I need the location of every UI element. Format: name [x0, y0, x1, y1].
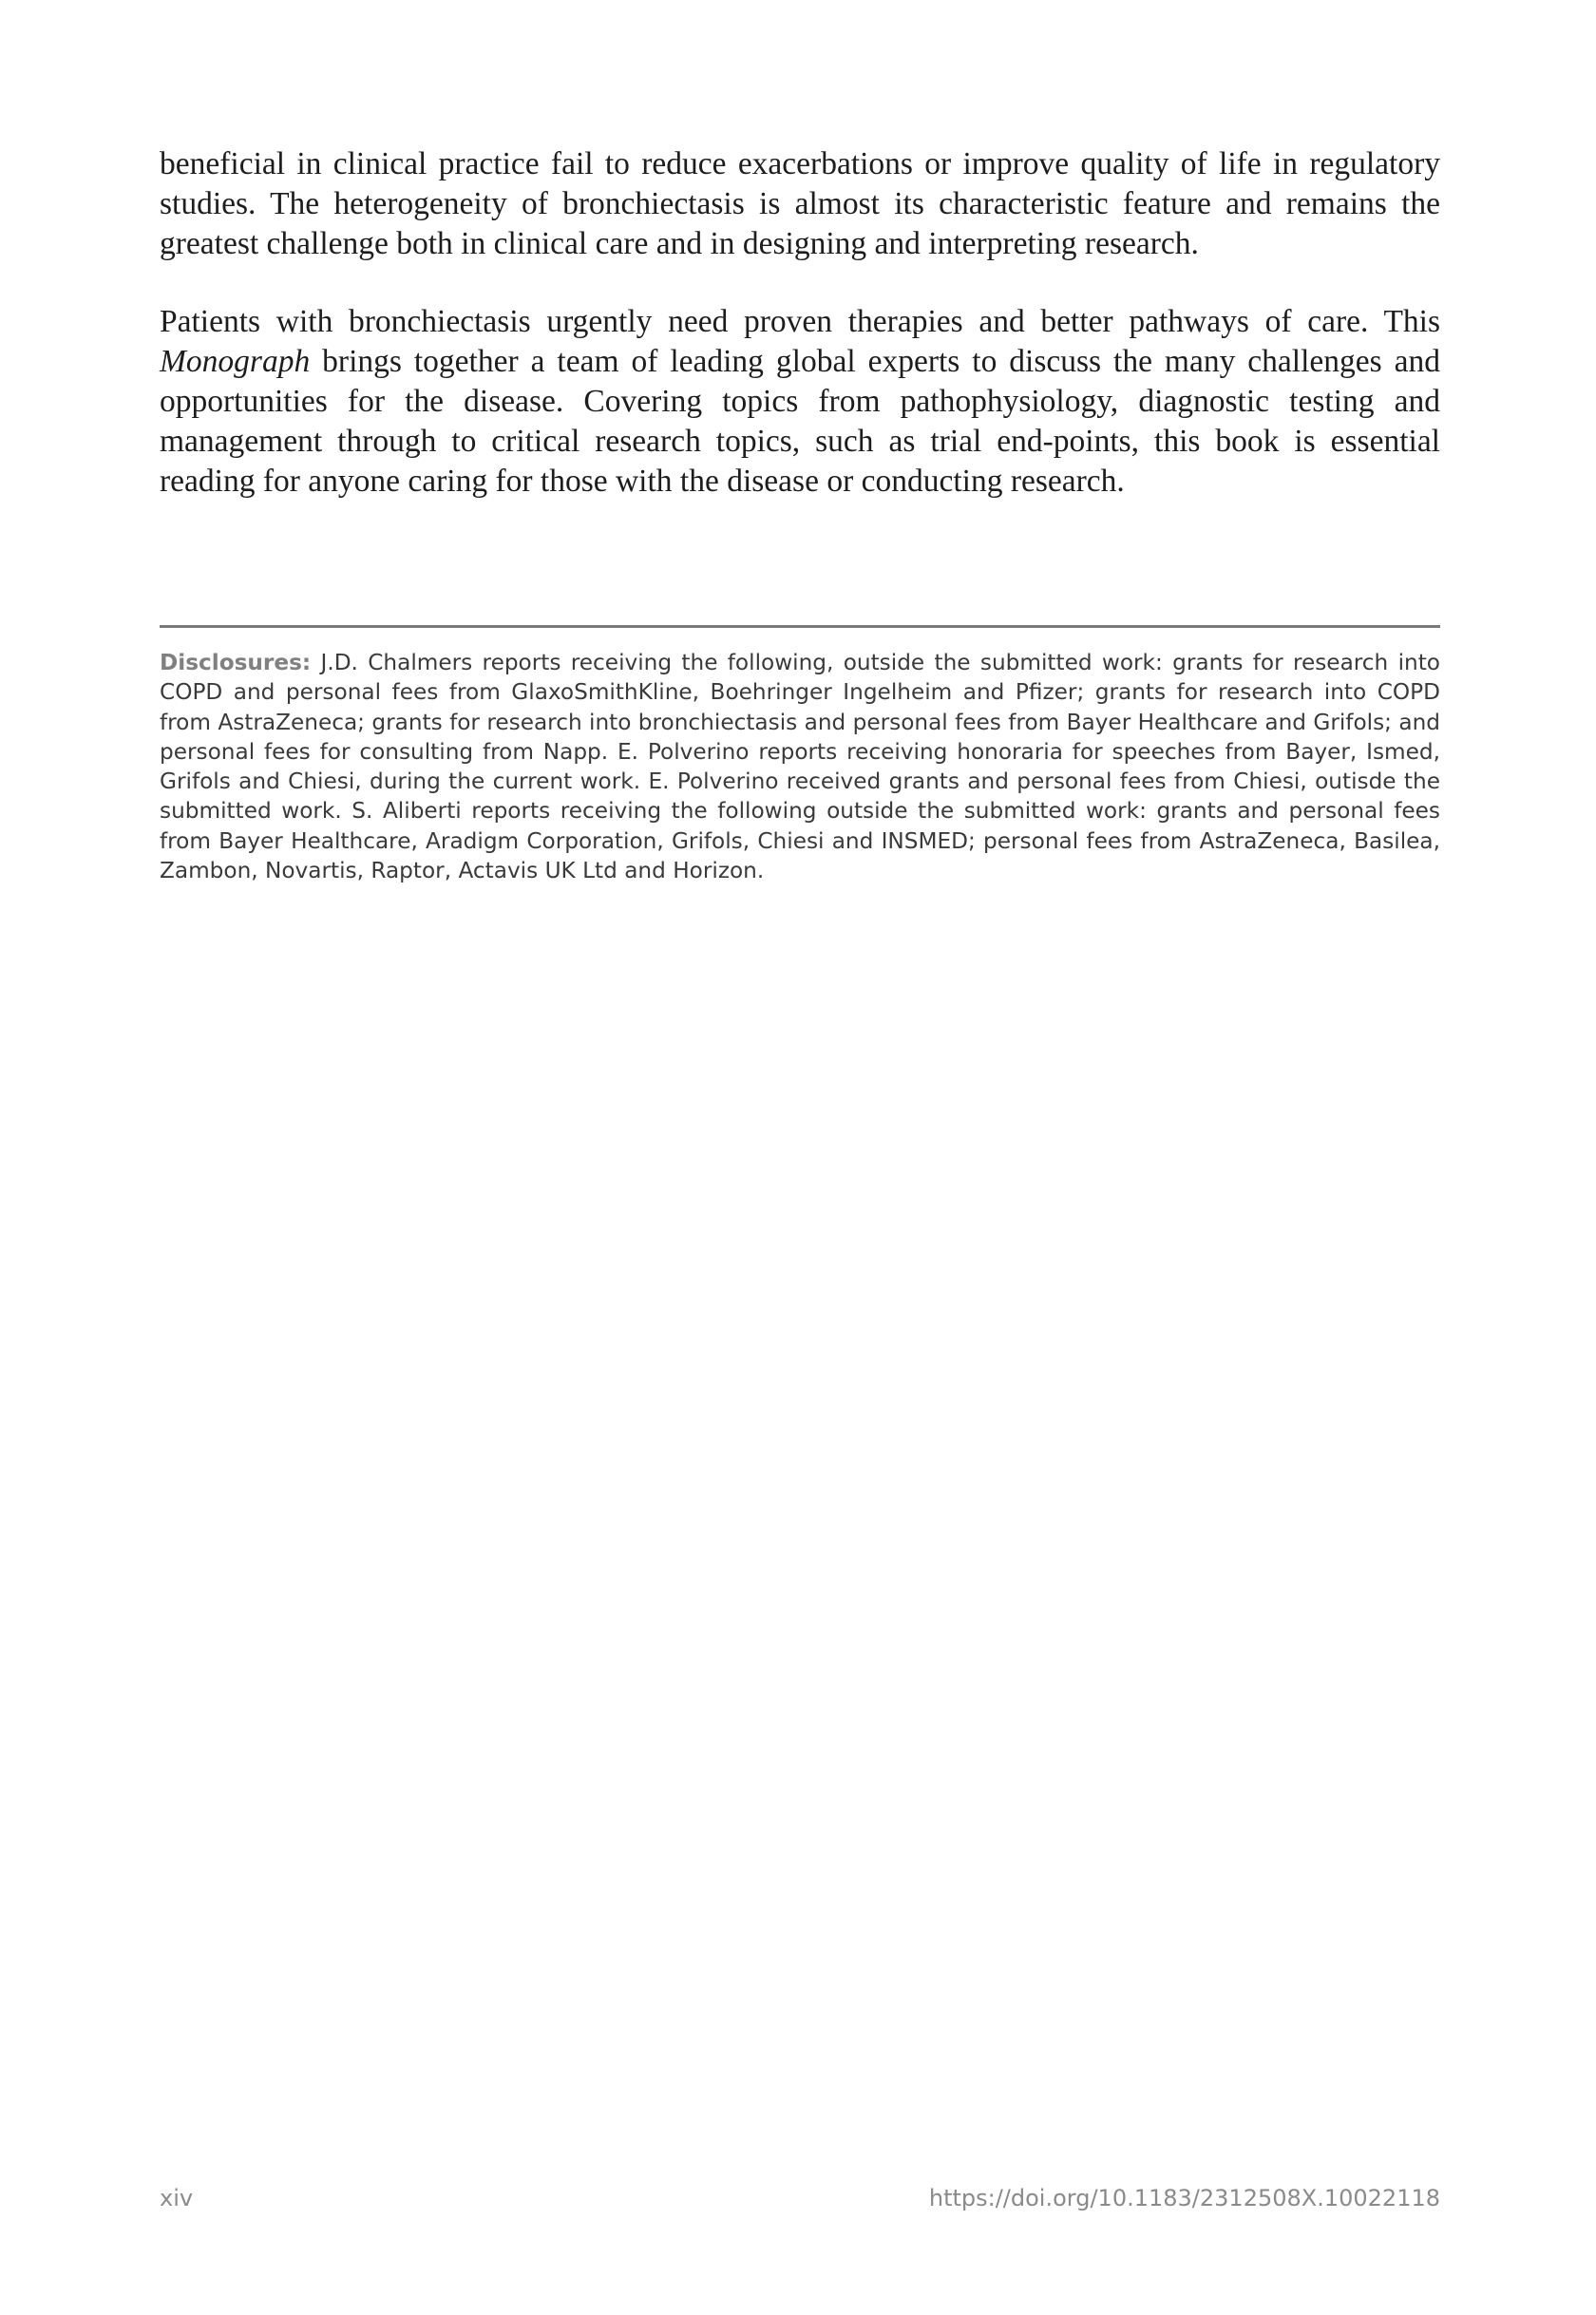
monograph-title: Monograph: [160, 344, 311, 379]
doi-link[interactable]: https://doi.org/10.1183/2312508X.10022118: [928, 2185, 1440, 2211]
disclosures-label: Disclosures:: [160, 650, 312, 675]
main-text: [160, 144, 1440, 540]
disclosures-text: J.D. Chalmers reports receiving the following, outside the submitted work: grants for research into COPD and personal fees from GlaxoSmithKline, Boehringer Ingelheim and Pfizer; grants for research into COPD from AstraZeneca; grants for research into bronchiectasis and personal fees from Bayer Healthcare and Grifols; and personal fees for consulting from Napp. E. Polverino reports receiving honoraria for speeches from Bayer, Ismed, Grifols and Chiesi, during the current work. E. Polverino received grants and personal fees from Chiesi, outisde the submitted work. S. Aliberti reports receiving the following outside the submitted work: grants and personal fees from Bayer Healthcare, Aradigm Corporation, Grifols, Chiesi and INSMED; personal fees from AstraZeneca, Basilea, Zambon, Novartis, Raptor, Actavis UK Ltd and Horizon.: [160, 650, 1440, 884]
body-paragraph-1: beneficial in clinical practice fail to reduce exacerbations or improve quality of life in regulatory studies. The heterogeneity of bronchiectasis is almost its characteristic feature and remains the greatest challenge both in clinical care and in designing and interpreting research.: [160, 146, 1440, 261]
paragraph-2-text-start: Patients with bronchiectasis urgently need proven therapies and better pathways of care. This: [160, 304, 1440, 339]
disclosures-block: [160, 648, 1440, 885]
paragraph-2-text-end: brings together a team of leading global experts to discuss the many challenges and opportunities for the disease. Covering topics from pathophysiology, diagnostic testing and management through to critical research topics, such as trial end-points, this book is essential reading for anyone caring for those with the disease or conducting research.: [160, 344, 1440, 499]
section-divider: [160, 625, 1440, 628]
page-number: xiv: [160, 2185, 194, 2211]
body-paragraph-2: [160, 302, 1440, 502]
